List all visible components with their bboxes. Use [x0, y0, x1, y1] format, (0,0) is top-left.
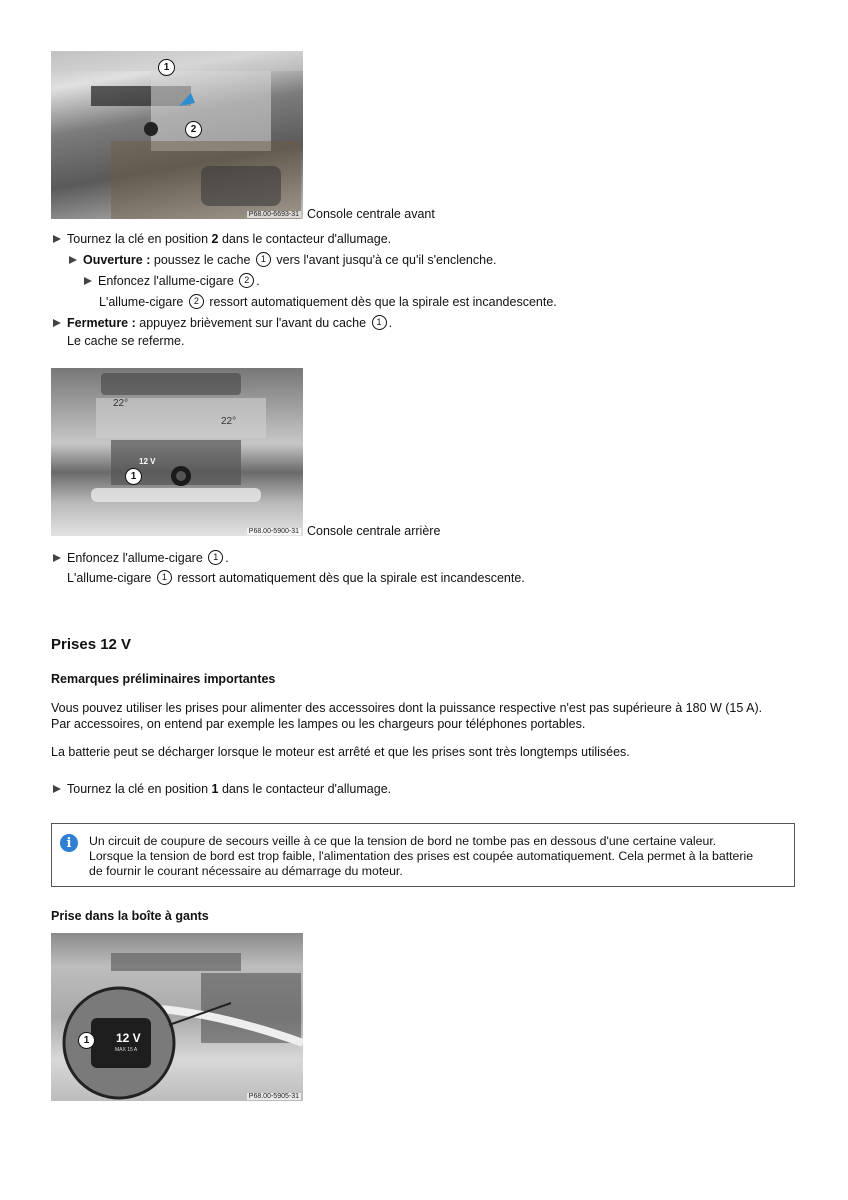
callout-ref-2: 2 [189, 294, 204, 309]
temp-right-label: 22° [221, 416, 237, 427]
step-arrow-icon [53, 235, 61, 243]
step-arrow-icon [53, 319, 61, 327]
callout-ref-2: 2 [239, 273, 254, 288]
paragraph-line: Vous pouvez utiliser les prises pour alimenter des accessoires dont la puissance respective n'est pas supérieure à 180 W (15 A). [51, 701, 763, 715]
info-icon: i [60, 834, 78, 852]
info-line: de fournir le courant nécessaire au démarrage du moteur. [89, 864, 403, 878]
glovebox-photo [51, 933, 303, 1101]
info-line: Un circuit de coupure de secours veille à ce que la tension de bord ne tombe pas en dessous d'une certaine valeur. [89, 834, 717, 848]
rear-console-illustration [51, 368, 303, 536]
rear-console-photo [51, 368, 303, 536]
section-title: Prises 12 V [51, 636, 132, 653]
step-lighter-result-rear: L'allume-cigare 1 ressort automatiquement dès que la spirale est incandescente. [67, 571, 525, 585]
figure-caption: Console centrale avant [307, 207, 435, 221]
step-opening: Ouverture : poussez le cache 1 vers l'avant jusqu'à ce qu'il s'enclenche. [69, 252, 497, 268]
step-press-lighter: Enfoncez l'allume-cigare 2 . [84, 273, 260, 289]
step-ignition-1: Tournez la clé en position 1 dans le contacteur d'allumage. [53, 781, 391, 797]
info-box [51, 823, 795, 887]
paragraph-accessories [51, 700, 791, 732]
callout-1: 1 [158, 59, 175, 76]
callout-ref-1: 1 [208, 550, 223, 565]
callout-ref-1: 1 [372, 315, 387, 330]
socket-12v-label: 12 V [116, 1031, 141, 1045]
temp-left-label: 22° [113, 398, 129, 409]
front-console-photo [51, 51, 303, 219]
paragraph-line: Par accessoires, on entend par exemple les lampes ou les chargeurs pour téléphones portables. [51, 717, 586, 731]
step-press-lighter-rear: Enfoncez l'allume-cigare 1 . [53, 550, 229, 566]
step-lighter-result: L'allume-cigare 2 ressort automatiquement dès que la spirale est incandescente. [99, 295, 557, 309]
callout-ref-1: 1 [157, 570, 172, 585]
figure-code: P68.00-5905-31 [248, 1093, 299, 1100]
info-line: Lorsque la tension de bord est trop faible, l'alimentation des prises est coupée automatiquement. Cela permet à la batterie [89, 849, 754, 863]
front-console-illustration [51, 51, 303, 219]
figure-caption: Console centrale arrière [307, 524, 441, 538]
step-ignition-2: Tournez la clé en position 2 dans le contacteur d'allumage. [53, 231, 391, 247]
info-text [89, 834, 789, 879]
socket-12v-label: 12 V [139, 457, 156, 466]
socket-max-label: MAX 15 A [115, 1047, 138, 1053]
callout-1: 1 [125, 468, 142, 485]
figure-code: P68.00-5900-31 [248, 528, 299, 535]
step-closing-result: Le cache se referme. [67, 334, 185, 348]
figure-code: P68.00-6693-31 [248, 211, 299, 218]
step-arrow-icon [53, 785, 61, 793]
paragraph-battery: La batterie peut se décharger lorsque le moteur est arrêté et que les prises sont très longtemps utilisées. [51, 745, 630, 759]
glovebox-title: Prise dans la boîte à gants [51, 909, 209, 923]
step-closing: Fermeture : appuyez brièvement sur l'avant du cache 1 . [53, 315, 392, 331]
step-arrow-icon [69, 256, 77, 264]
callout-1: 1 [78, 1032, 95, 1049]
callout-2: 2 [185, 121, 202, 138]
step-arrow-icon [84, 277, 92, 285]
section-subtitle: Remarques préliminaires importantes [51, 672, 276, 686]
callout-ref-1: 1 [256, 252, 271, 267]
step-arrow-icon [53, 554, 61, 562]
glovebox-illustration [51, 933, 303, 1101]
